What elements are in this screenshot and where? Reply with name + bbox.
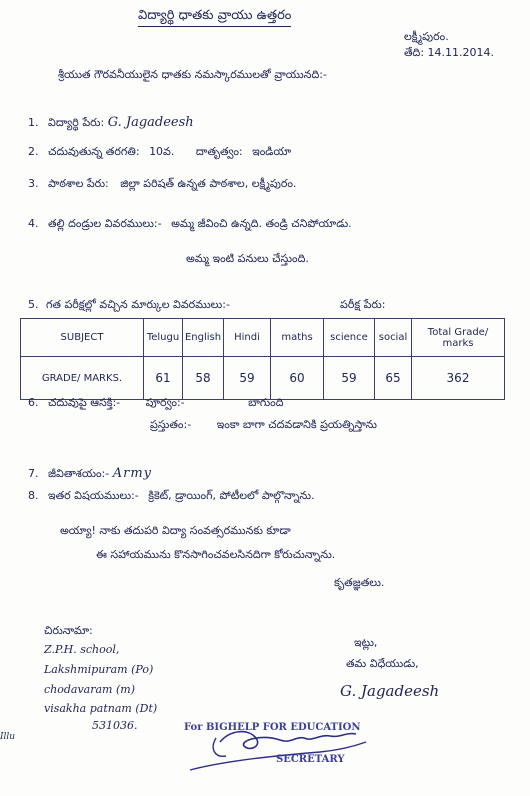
class-value: 10వ. <box>149 145 175 158</box>
table-header-cell: SUBJECT <box>21 319 144 357</box>
student-name: G. Jagadeesh <box>107 115 194 130</box>
field-8-row <box>28 489 315 505</box>
table-cell: 59 <box>224 357 271 400</box>
field-number: 3. <box>28 177 39 190</box>
place: లక్ష్మీపురం. <box>404 30 449 43</box>
field-label: తల్లి దండ్రుల వివరములు:- <box>48 217 162 230</box>
nationality-value: ఇండియా <box>252 145 292 158</box>
field-6-row <box>28 396 284 412</box>
field-3-row <box>28 177 296 193</box>
parents-value-2: అమ్మ ఇంటి పనులు చేస్తుంది. <box>186 252 309 265</box>
date: తేది: 14.11.2014. <box>404 46 495 59</box>
current-label: ప్రస్తుతం:- <box>150 418 192 431</box>
table-cell: 65 <box>375 357 412 400</box>
field-label: పాఠశాల పేరు: <box>48 177 109 190</box>
field-4-row <box>28 217 352 233</box>
secretary-signature-icon <box>170 712 370 782</box>
current-interest-row <box>150 418 377 434</box>
table-header-cell: English <box>183 319 224 357</box>
thanks: కృతజ్ఞతలు. <box>334 576 385 589</box>
address-line: 531036. <box>92 719 138 732</box>
address-heading: చిరునామా: <box>44 624 93 637</box>
stamp-org: For BIGHELP FOR EDUCATION <box>184 722 361 733</box>
address-line: Lakshmipuram (Po) <box>44 663 154 676</box>
goal-value: Army <box>112 466 153 481</box>
previous-label: పూర్వం:- <box>145 396 185 409</box>
grades-table <box>20 318 505 400</box>
salutation: శ్రీయుత గౌరవనీయులైన ధాతకు నమస్కారములతో వ్రాయునది:- <box>58 68 327 81</box>
field-label: ఇతర విషయములు:- <box>48 489 139 502</box>
previous-value: బాగుంది <box>248 396 284 409</box>
obedient-text: తమ విధేయుడు, <box>346 657 419 670</box>
signature: G. Jagadeesh <box>340 682 440 700</box>
field-label: జీవితాశయం:- <box>48 467 110 480</box>
field-number: 4. <box>28 217 39 230</box>
closing-line-1: అయ్యా! నాకు తదుపరి విద్యా సంవత్సరమునకు కూడా <box>60 524 291 537</box>
table-cell: 61 <box>144 357 183 400</box>
parents-value: అమ్మ జీవించి ఉన్నది. తండ్రి చనిపోయాడు. <box>171 217 352 230</box>
current-value: ఇంకా బాగా చదవడానికి ప్రయత్నిస్తాను <box>216 418 377 431</box>
field-label: చదువుతున్న తరగతి: <box>48 145 140 158</box>
field-number: 1. <box>28 116 39 129</box>
field-label: చదువుపై ఆసక్తి:- <box>48 396 121 409</box>
field-number: 8. <box>28 489 39 502</box>
table-header-row <box>21 319 505 357</box>
school-value: జిల్లా పరిషత్ ఉన్నత పాఠశాల, లక్ష్మీపురం. <box>120 177 297 190</box>
address-line: visakha patnam (Dt) <box>44 702 158 715</box>
field-number: 6. <box>28 396 39 409</box>
field-number: 7. <box>28 467 39 480</box>
field-5-row <box>28 298 230 314</box>
field-2-row <box>28 145 291 161</box>
field-number: 2. <box>28 145 39 158</box>
table-header-cell: Hindi <box>224 319 271 357</box>
table-cell: 58 <box>183 357 224 400</box>
yours-text: ఇట్లు, <box>354 636 378 649</box>
field-1-row <box>28 115 194 132</box>
table-cell: 60 <box>271 357 324 400</box>
closing-line-2: ఈ సహాయమును కొనసాగించవలసినదిగా కోరుచున్నాను. <box>96 548 336 561</box>
stamp-role: SECRETARY <box>276 754 345 765</box>
table-cell: 59 <box>324 357 375 400</box>
table-header-cell: Telugu <box>144 319 183 357</box>
address-line: chodavaram (m) <box>44 683 135 696</box>
field-7-row <box>28 466 152 483</box>
table-header-cell: social <box>375 319 412 357</box>
other-value: క్రికెట్, డ్రాయింగ్, పోటీలలో పాల్గొన్నాను. <box>148 489 315 502</box>
table-cell: GRADE/ MARKS. <box>21 357 144 400</box>
field-label: గత పరీక్షల్లో వచ్చిన మార్కుల వివరములు:- <box>46 298 230 311</box>
table-header-cell: maths <box>271 319 324 357</box>
exam-name-label: పరీక్ష పేరు: <box>340 298 386 311</box>
field-number: 5. <box>28 298 39 311</box>
letter-title: విద్యార్థి ధాతకు వ్రాయు ఉత్తరం <box>138 8 291 27</box>
table-header-cell: Total Grade/ marks <box>412 319 505 357</box>
table-cell: 362 <box>412 357 505 400</box>
table-header-cell: science <box>324 319 375 357</box>
margin-note: Illu <box>0 732 16 742</box>
address-line: Z.P.H. school, <box>44 643 120 656</box>
field-label: విద్యార్థి పేరు: <box>48 116 105 129</box>
field-extra-label: దాతృత్వం: <box>195 145 243 158</box>
table-row <box>21 357 505 400</box>
